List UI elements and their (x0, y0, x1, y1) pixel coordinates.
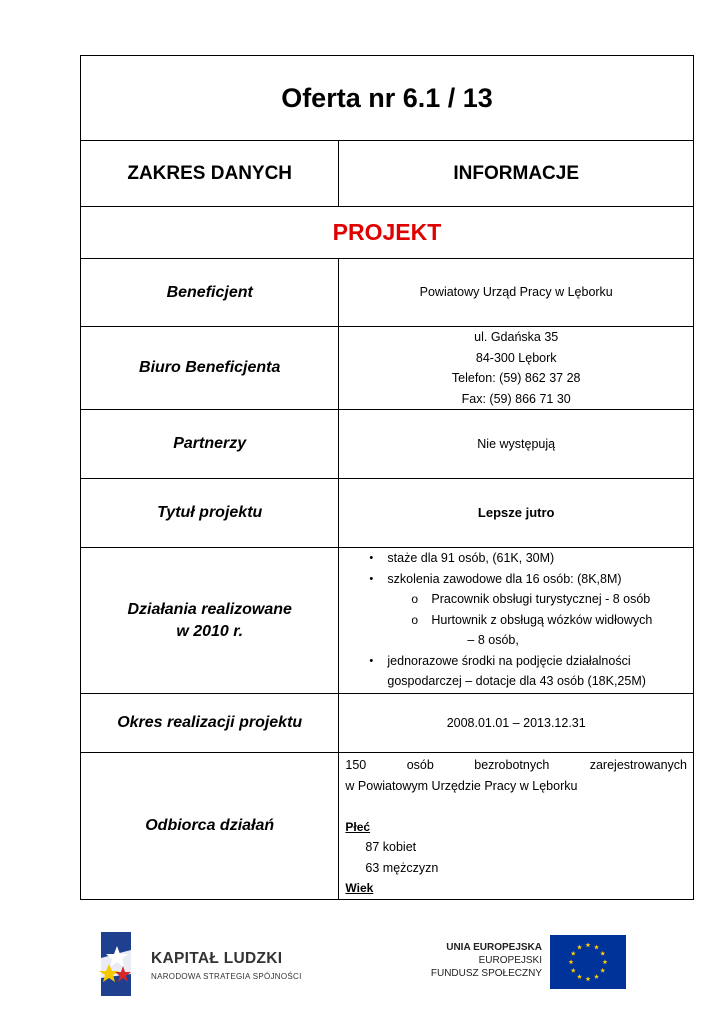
label-dzialania-line2: w 2010 r. (176, 622, 244, 640)
label-biuro: Biuro Beneficjenta (81, 327, 339, 410)
odbiorca-line1: 150 osób bezrobotnych zarejestrowanych (345, 758, 687, 772)
header-zakres: ZAKRES DANYCH (81, 141, 339, 207)
kl-title: KAPITAŁ LUDZKI (151, 950, 283, 967)
kl-subtitle: NARODOWA STRATEGIA SPÓJNOŚCI (151, 972, 302, 981)
row-biuro (81, 327, 694, 410)
list-subitem (339, 589, 693, 610)
bullet-icon: • (369, 572, 374, 585)
value-odbiorca (339, 753, 694, 900)
item-srodki-cont: gospodarczej – dotacje dla 43 osób (18K,25M) (387, 674, 646, 688)
wiek-label: Wiek (345, 881, 374, 895)
value-tytul: Lepsze jutro (339, 479, 694, 548)
list-subitem-cont (339, 630, 693, 651)
offer-title: Oferta nr 6.1 / 13 (81, 56, 694, 141)
row-partnerzy (81, 410, 694, 479)
label-tytul: Tytuł projektu (81, 479, 339, 548)
item-hurtownik: Hurtownik z obsługą wózków widłowych (431, 612, 653, 627)
item-srodki: jednorazowe środki na podjęcie działalności (387, 653, 631, 668)
label-beneficjent: Beneficjent (81, 259, 339, 327)
list-item (339, 569, 693, 590)
row-okres (81, 694, 694, 753)
label-dzialania (81, 548, 339, 694)
row-odbiorca (81, 753, 694, 900)
kapital-ludzki-logo (95, 928, 315, 998)
eu-flag-icon (550, 935, 626, 989)
list-item-cont (339, 671, 693, 692)
value-dzialania (339, 548, 694, 694)
ue-line1: UNIA EUROPEJSKA (446, 942, 542, 953)
biuro-city: 84-300 Lębork (475, 350, 557, 365)
plec-label: Płeć (345, 819, 371, 834)
label-okres: Okres realizacji projektu (81, 694, 339, 753)
value-partnerzy: Nie występują (339, 410, 694, 479)
label-odbiorca: Odbiorca działań (81, 753, 339, 900)
item-szkolenia: szkolenia zawodowe dla 16 osób: (8K,8M) (387, 571, 622, 586)
biuro-fax: Fax: (59) 866 71 30 (461, 391, 571, 406)
biuro-street: ul. Gdańska 35 (474, 330, 559, 344)
row-tytul (81, 479, 694, 548)
list-subitem (339, 610, 693, 631)
kapital-ludzki-emblem-icon (95, 928, 145, 998)
item-staze: staże dla 91 osób, (61K, 30M) (387, 551, 555, 565)
section-projekt: PROJEKT (81, 207, 694, 259)
label-partnerzy: Partnerzy (81, 410, 339, 479)
odbiorca-line2: w Powiatowym Urzędzie Pracy w Lęborku (345, 778, 578, 793)
odbiorca-mezczyzn: 63 mężczyzn (365, 860, 439, 875)
value-biuro (339, 327, 694, 410)
list-item (339, 651, 693, 672)
sub-bullet-icon: o (411, 592, 419, 606)
item-pracownik: Pracownik obsługi turystycznej - 8 osób (431, 592, 651, 606)
row-beneficjent (81, 259, 694, 327)
bullet-icon: • (369, 654, 374, 667)
item-hurtownik-cont: – 8 osób, (467, 633, 519, 647)
header-informacje: INFORMACJE (339, 141, 694, 207)
eu-logo (432, 935, 632, 991)
ue-line3: FUNDUSZ SPOŁECZNY (430, 968, 542, 979)
value-beneficjent: Powiatowy Urząd Pracy w Lęborku (339, 259, 694, 327)
sub-bullet-icon: o (411, 612, 419, 627)
dzialania-list (339, 548, 693, 692)
row-dzialania (81, 548, 694, 694)
value-okres: 2008.01.01 – 2013.12.31 (339, 694, 694, 753)
ue-line2: EUROPEJSKI (478, 955, 542, 966)
odbiorca-kobiet: 87 kobiet (365, 840, 417, 854)
biuro-phone: Telefon: (59) 862 37 28 (451, 371, 581, 385)
offer-table (80, 55, 694, 900)
eu-text (431, 941, 542, 980)
bullet-icon: • (369, 552, 374, 564)
label-dzialania-line1: Działania realizowane (127, 600, 292, 618)
list-item (339, 548, 693, 569)
